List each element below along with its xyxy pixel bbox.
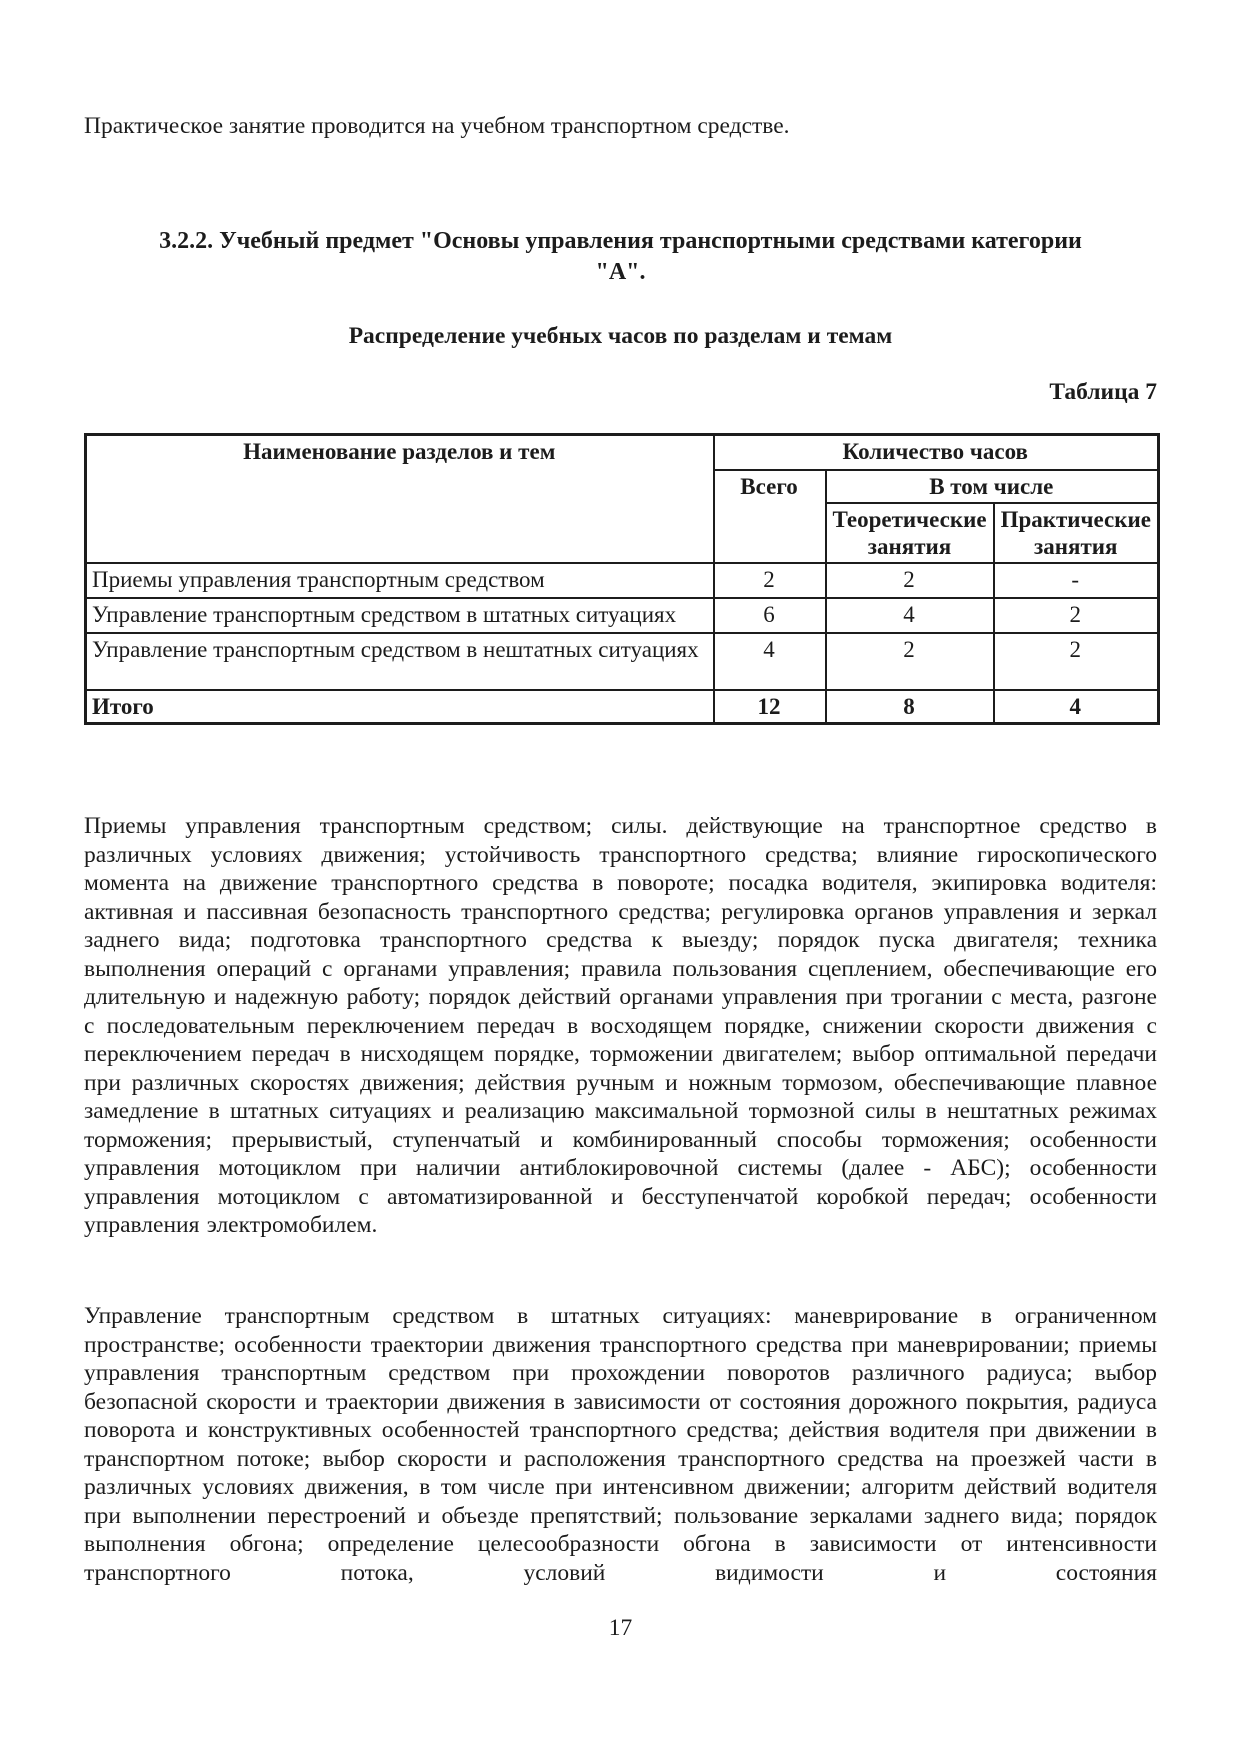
page-number: 17: [608, 1615, 633, 1641]
col-header-including: В том числе: [826, 470, 1159, 503]
total-row-practice-hours: 4: [994, 690, 1159, 724]
table-total-row: [86, 690, 1159, 724]
table-caption: Таблица 7: [1049, 379, 1157, 405]
section-title-line2: "А".: [595, 259, 646, 285]
row-theory-hours: 4: [826, 598, 994, 633]
col-header-name: Наименование разделов и тем: [86, 435, 714, 564]
row-theory-hours: 2: [826, 563, 994, 598]
table-row: [86, 598, 1159, 633]
col-header-hours: Количество часов: [714, 435, 1159, 471]
row-practice-hours: 2: [994, 633, 1159, 690]
total-row-total-hours: 12: [714, 690, 826, 724]
intro-text: Практическое занятие проводится на учебном транспортном средстве.: [84, 113, 790, 139]
col-header-theory: Теоретические занятия: [826, 503, 994, 563]
paragraph-topic-2: Управление транспортным средством в штатных ситуациях: маневрирование в ограниченном пространстве; особенности траектории движения транспортного средства при маневрировании; приемы управления транспортным средством при прохождении поворотов различного радиуса; выбор безопасной скорости и траектории движения в зависимости от состояния дорожного покрытия, радиуса поворота и конструктивных особенностей транспортного средства; действия водителя при движении в транспортном потоке; выбор скорости и расположения транспортного средства на проезжей части в различных условиях движения, в том числе при интенсивном движении; алгоритм действий водителя при выполнении перестроений и объезде препятствий; пользование зеркалами заднего вида; порядок выполнения обгона; определение целесообразности обгона в зависимости от интенсивности транспортного потока, условий видимости и состояния: [84, 1303, 1157, 1586]
row-practice-hours: -: [994, 563, 1159, 598]
section-title: [84, 226, 1157, 288]
col-header-practice: Практические занятия: [994, 503, 1159, 563]
row-total-hours: 4: [714, 633, 826, 690]
section-title-line1: 3.2.2. Учебный предмет "Основы управления транспортными средствами категории: [159, 228, 1082, 254]
row-total-hours: 2: [714, 563, 826, 598]
table-subtitle: Распределение учебных часов по разделам и темам: [348, 323, 893, 349]
table-row: [86, 563, 1159, 598]
table-row: [86, 633, 1159, 690]
total-row-theory-hours: 8: [826, 690, 994, 724]
row-theory-hours: 2: [826, 633, 994, 690]
row-total-hours: 6: [714, 598, 826, 633]
row-practice-hours: 2: [994, 598, 1159, 633]
col-header-total: Всего: [714, 470, 826, 563]
row-name: Приемы управления транспортным средством: [86, 563, 714, 598]
row-name: Управление транспортным средством в штатных ситуациях: [86, 598, 714, 633]
row-name: Управление транспортным средством в нештатных ситуациях: [86, 633, 714, 690]
paragraph-topic-1: Приемы управления транспортным средством; силы. действующие на транспортное средство в различных условиях движения; устойчивость транспортного средства; влияние гироскопического момента на движение транспортного средства в повороте; посадка водителя, экипировка водителя: активная и пассивная безопасность транспортного средства; регулировка органов управления и зеркал заднего вида; подготовка транспортного средства к выезду; порядок пуска двигателя; техника выполнения операций с органами управления; правила пользования сцеплением, обеспечивающие его длительную и надежную работу; порядок действий органами управления при трогании с места, разгоне с последовательным переключением передач в восходящем порядке, снижении скорости движения с переключением передач в нисходящем порядке, торможении двигателем; выбор оптимальной передачи при различных скоростях движения; действия ручным и ножным тормозом, обеспечивающие плавное замедление в штатных ситуациях и реализацию максимальной тормозной силы в нештатных режимах торможения; прерывистый, ступенчатый и комбинированный способы торможения; особенности управления мотоциклом при наличии антиблокировочной системы (далее - АБС); особенности управления мотоциклом с автоматизированной и бесступенчатой коробкой передач; особенности управления электромобилем.: [84, 813, 1157, 1238]
table-header-row-1: [86, 435, 1159, 471]
hours-table: [84, 433, 1160, 725]
total-row-label: Итого: [86, 690, 714, 724]
